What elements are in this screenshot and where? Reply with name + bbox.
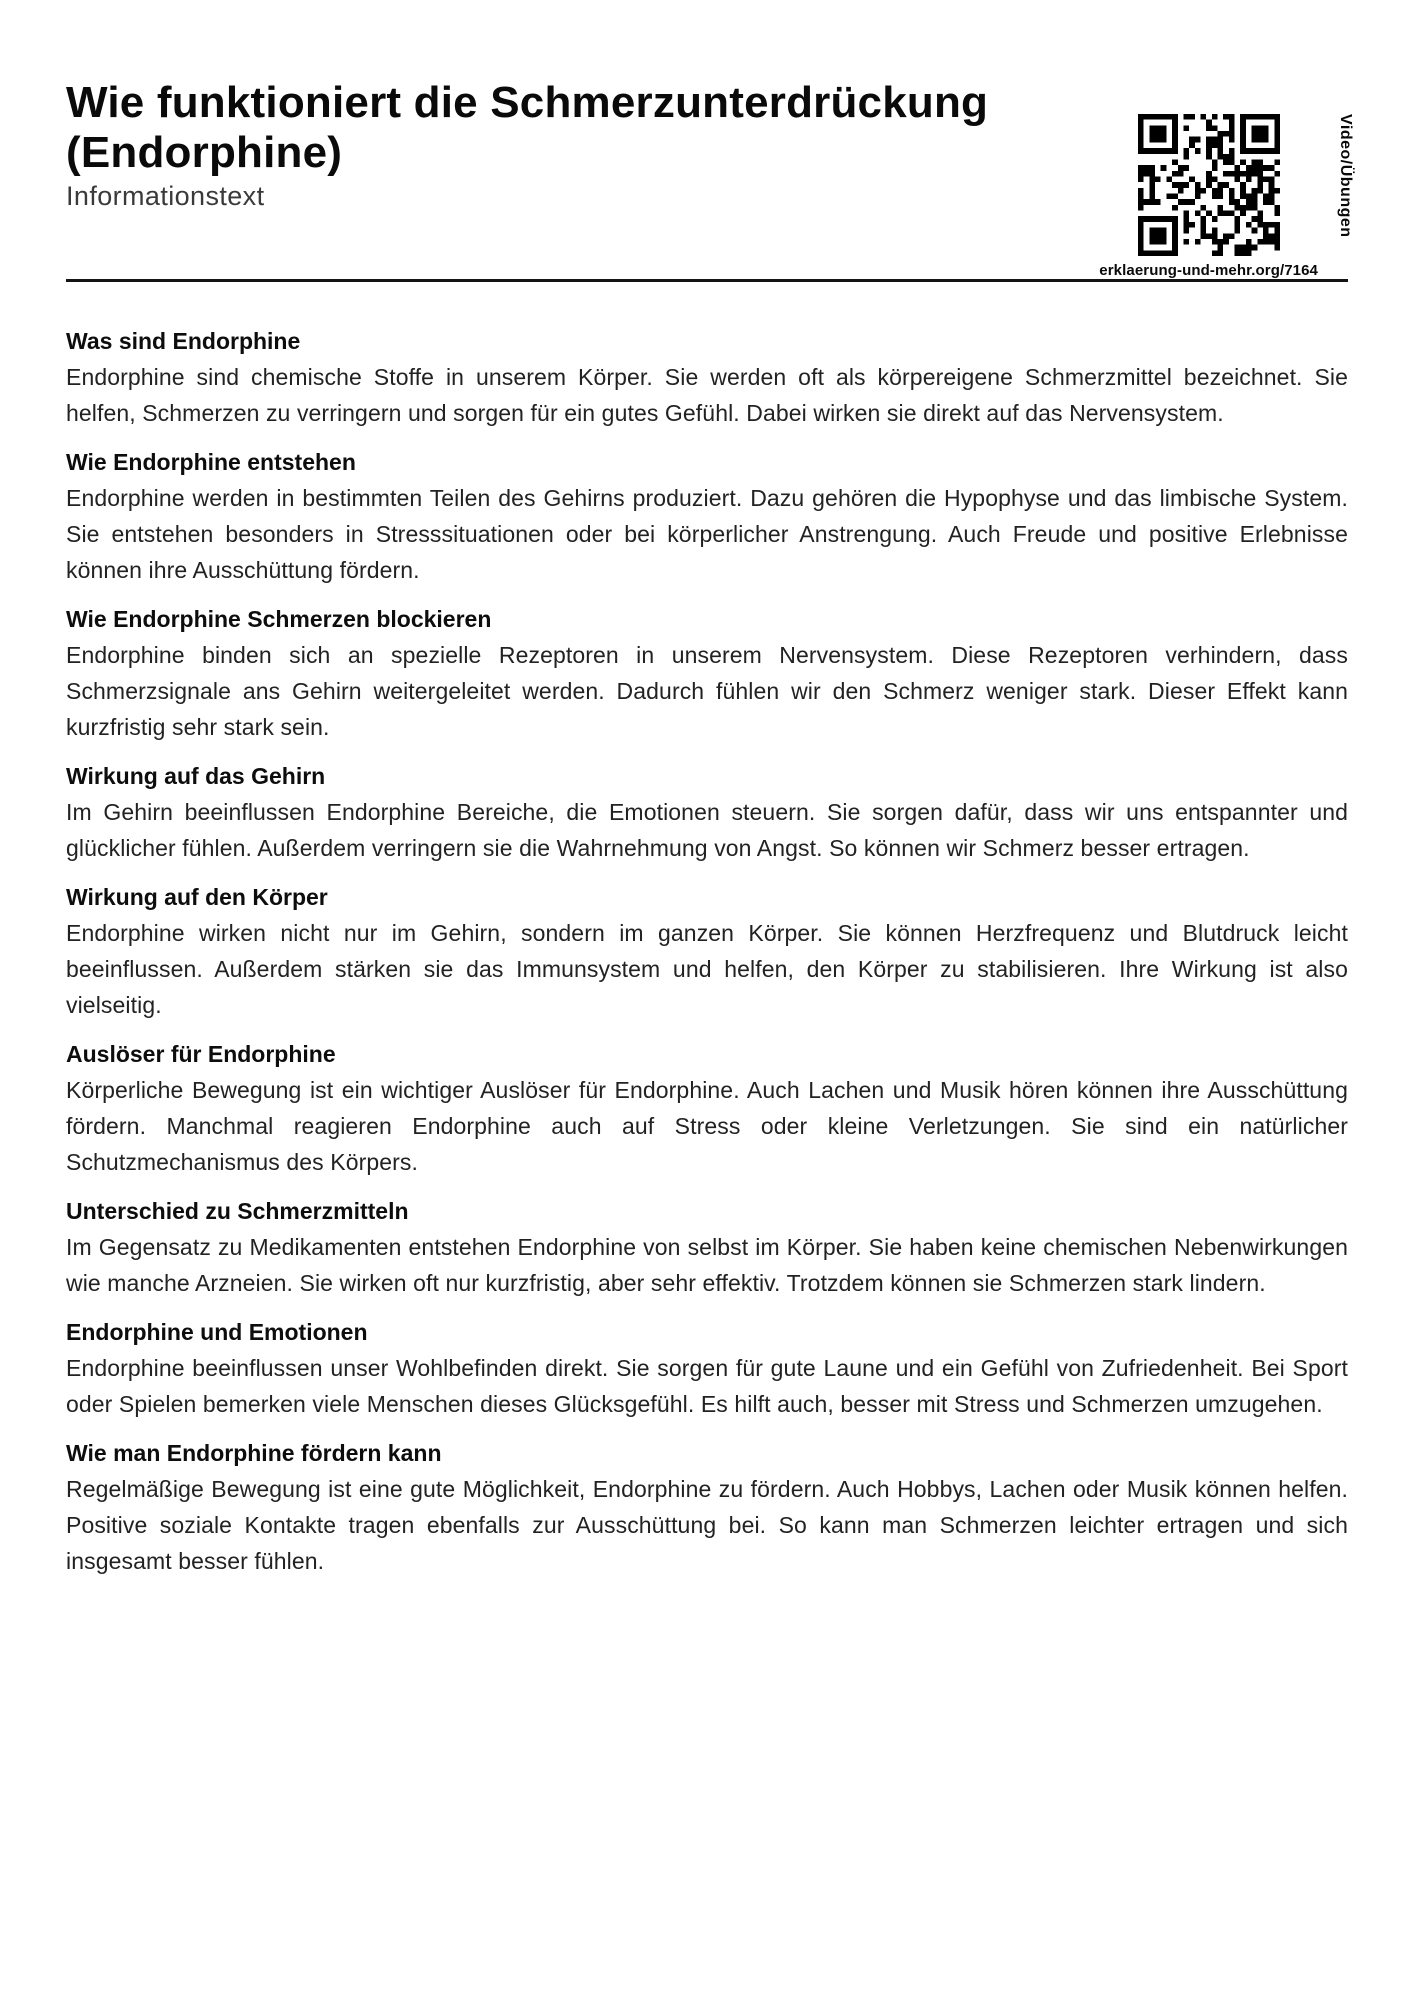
section-body: Im Gegensatz zu Medikamenten entstehen Endorphine von selbst im Körper. Sie haben keine chemischen Nebenwirkungen wie manche Arzneien. Sie wirken oft nur kurzfristig, aber sehr effektiv. Trotzdem können sie Schmerzen stark lindern. bbox=[66, 1234, 1348, 1296]
section-heading: Wirkung auf den Körper bbox=[66, 884, 328, 910]
section-body: Endorphine wirken nicht nur im Gehirn, sondern im ganzen Körper. Sie können Herzfrequenz und Blutdruck leicht beeinflussen. Außerdem stärken sie das Immunsystem und helfen, den Körper zu stabilisieren. Ihre Wirkung ist also vielseitig. bbox=[66, 920, 1348, 1018]
section-body: Endorphine sind chemische Stoffe in unserem Körper. Sie werden oft als körpereigene Schmerzmittel bezeichnet. Sie helfen, Schmerzen zu verringern und sorgen für ein gutes Gefühl. Dabei wirken sie direkt auf das Nervensystem. bbox=[66, 364, 1348, 426]
text-section bbox=[66, 601, 1348, 745]
section-heading: Endorphine und Emotionen bbox=[66, 1319, 368, 1345]
text-section bbox=[66, 1193, 1348, 1301]
section-body: Endorphine binden sich an spezielle Rezeptoren in unserem Nervensystem. Diese Rezeptoren verhindern, dass Schmerzsignale ans Gehirn weitergeleitet werden. Dadurch fühlen wir den Schmerz weniger stark. Dieser Effekt kann kurzfristig sehr stark sein. bbox=[66, 642, 1348, 740]
text-section bbox=[66, 323, 1348, 431]
section-heading: Unterschied zu Schmerzmitteln bbox=[66, 1198, 409, 1224]
qr-column bbox=[1099, 114, 1318, 279]
document-content bbox=[66, 323, 1348, 1579]
section-body: Endorphine beeinflussen unser Wohlbefinden direkt. Sie sorgen für gute Laune und ein Gefühl von Zufriedenheit. Bei Sport oder Spielen bemerken viele Menschen dieses Glücksgefühl. Es hilft auch, besser mit Stress und Schmerzen umzugehen. bbox=[66, 1355, 1348, 1417]
page-title bbox=[66, 78, 1086, 178]
title-block bbox=[66, 78, 1086, 212]
qr-block bbox=[1099, 114, 1354, 279]
section-heading: Was sind Endorphine bbox=[66, 328, 301, 354]
document-header bbox=[66, 78, 1354, 282]
section-heading: Auslöser für Endorphine bbox=[66, 1041, 336, 1067]
section-body: Regelmäßige Bewegung ist eine gute Möglichkeit, Endorphine zu fördern. Auch Hobbys, Lachen oder Musik können helfen. Positive soziale Kontakte tragen ebenfalls zur Ausschüttung bei. So kann man Schmerzen leichter ertragen und sich insgesamt besser fühlen. bbox=[66, 1476, 1348, 1574]
page-title-line2: (Endorphine) bbox=[66, 128, 343, 178]
section-body: Endorphine werden in bestimmten Teilen des Gehirns produziert. Dazu gehören die Hypophyse und das limbische System. Sie entstehen besonders in Stresssituationen oder bei körperlicher Anstrengung. Auch Freude und positive Erlebnisse können ihre Ausschüttung fördern. bbox=[66, 485, 1348, 583]
text-section bbox=[66, 758, 1348, 866]
text-section bbox=[66, 1314, 1348, 1422]
section-heading: Wirkung auf das Gehirn bbox=[66, 763, 326, 789]
text-section bbox=[66, 1036, 1348, 1180]
section-heading: Wie man Endorphine fördern kann bbox=[66, 1440, 442, 1466]
qr-code-icon bbox=[1138, 114, 1280, 256]
section-body: Körperliche Bewegung ist ein wichtiger Auslöser für Endorphine. Auch Lachen und Musik hören können ihre Ausschüttung fördern. Manchmal reagieren Endorphine auch auf Stress oder kleine Verletzungen. Sie sind ein natürlicher Schutzmechanismus des Körpers. bbox=[66, 1077, 1348, 1175]
text-section bbox=[66, 879, 1348, 1023]
text-section bbox=[66, 1435, 1348, 1579]
qr-url-text: erklaerung-und-mehr.org/7164 bbox=[1099, 262, 1318, 279]
text-section bbox=[66, 444, 1348, 588]
page-title-line1: Wie funktioniert die Schmerzunterdrückung bbox=[66, 78, 989, 127]
qr-side-label: Video/Übungen bbox=[1337, 114, 1354, 238]
section-heading: Wie Endorphine entstehen bbox=[66, 449, 356, 475]
section-heading: Wie Endorphine Schmerzen blockieren bbox=[66, 606, 492, 632]
page-subtitle: Informationstext bbox=[66, 181, 265, 212]
section-body: Im Gehirn beeinflussen Endorphine Bereiche, die Emotionen steuern. Sie sorgen dafür, dass wir uns entspannter und glücklicher fühlen. Außerdem verringern sie die Wahrnehmung von Angst. So können wir Schmerz besser ertragen. bbox=[66, 799, 1348, 861]
